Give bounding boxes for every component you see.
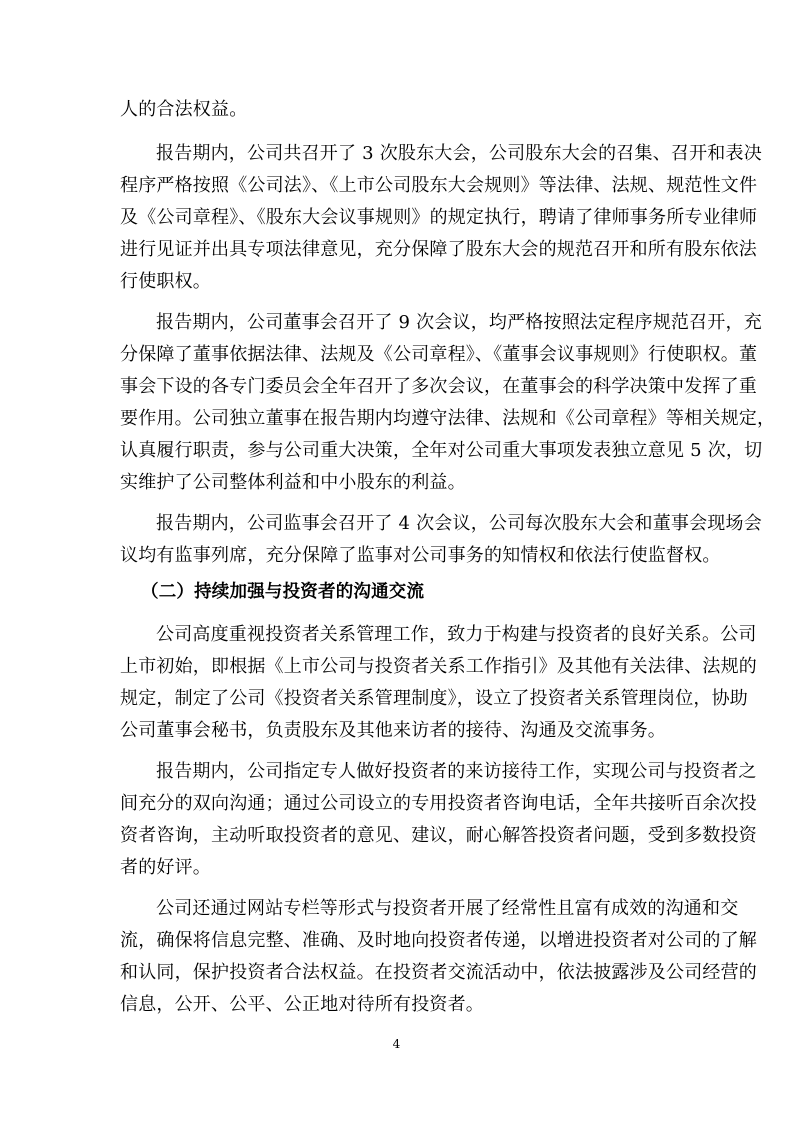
text-line: 报告期内，公司共召开了 3 次股东大会，公司股东大会的召集、召开和表决: [156, 143, 762, 164]
text-line: 和认同，保护投资者合法权益。在投资者交流活动中，依法披露涉及公司经营的: [120, 962, 757, 983]
text-line: 信息，公开、公平、公正地对待所有投资者。: [120, 994, 484, 1015]
text-line: 进行见证并出具专项法律意见，充分保障了股东大会的规范召开和所有股东依法: [120, 239, 757, 260]
text-line: 行使职权。: [120, 271, 211, 292]
text-line: 流，确保将信息完整、准确、及时地向投资者传递，以增进投资者对公司的了解: [120, 930, 757, 951]
text-line: 报告期内，公司监事会召开了 4 次会议，公司每次股东大会和董事会现场会: [156, 513, 762, 534]
text-line: 认真履行职责，参与公司重大决策，全年对公司重大事项发表独立意见 5 次，切: [120, 440, 763, 461]
text-line: 资者咨询，主动听取投资者的意见、建议，耐心解答投资者问题，受到多数投资: [120, 825, 757, 846]
text-line: 议均有监事列席，充分保障了监事对公司事务的知情权和依法行使监督权。: [120, 545, 721, 566]
text-line: 要作用。公司独立董事在报告期内均遵守法律、法规和《公司章程》等相关规定，: [120, 408, 776, 429]
text-line: 间充分的双向沟通；通过公司设立的专用投资者咨询电话，全年共接听百余次投: [120, 793, 757, 814]
text-line: 报告期内，公司董事会召开了 9 次会议，均严格按照法定程序规范召开，充: [156, 312, 762, 333]
text-line: 实维护了公司整体利益和中小股东的利益。: [120, 472, 466, 493]
text-line: 人的合法权益。: [120, 99, 248, 120]
section-heading: （二）持续加强与投资者的沟通交流: [141, 582, 425, 602]
page-number: 4: [392, 1037, 401, 1051]
text-line: 程序严格按照《公司法》、《上市公司股东大会规则》等法律、法规、规范性文件: [120, 175, 758, 196]
text-line: 及《公司章程》、《股东大会议事规则》的规定执行，聘请了律师事务所专业律师: [120, 207, 758, 228]
text-line: 公司董事会秘书，负责股东及其他来访者的接待、沟通及交流事务。: [120, 720, 666, 741]
text-line: 报告期内，公司指定专人做好投资者的来访接待工作，实现公司与投资者之: [156, 761, 757, 782]
text-line: 公司还通过网站专栏等形式与投资者开展了经常性且富有成效的沟通和交: [156, 898, 739, 919]
text-line: 上市初始，即根据《上市公司与投资者关系工作指引》及其他有关法律、法规的: [120, 656, 757, 677]
text-line: 规定，制定了公司《投资者关系管理制度》，设立了投资者关系管理岗位，协助: [120, 688, 748, 709]
text-line: 公司高度重视投资者关系管理工作，致力于构建与投资者的良好关系。公司: [156, 624, 757, 645]
text-line: 分保障了董事依据法律、法规及《公司章程》、《董事会议事规则》行使职权。董: [120, 344, 758, 365]
text-line: 事会下设的各专门委员会全年召开了多次会议，在董事会的科学决策中发挥了重: [120, 376, 757, 397]
text-line: 者的好评。: [120, 857, 211, 878]
